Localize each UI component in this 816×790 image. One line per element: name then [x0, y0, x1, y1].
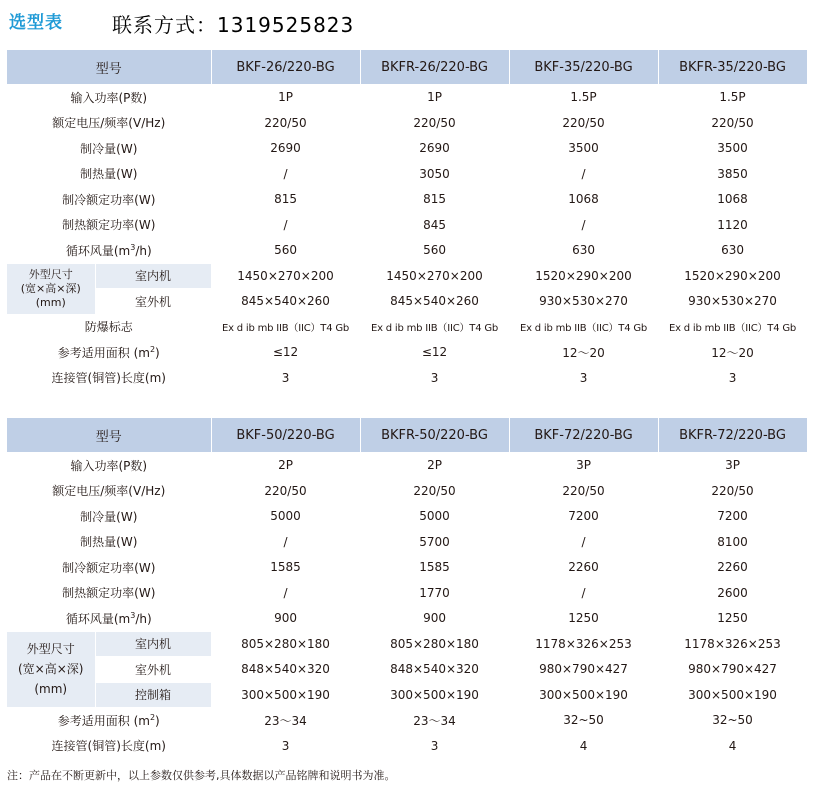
table-row	[7, 529, 807, 555]
cell-value: 3850	[658, 161, 807, 187]
cell-value: /	[211, 529, 360, 555]
row-label: 连接管(铜管)长度(m)	[7, 733, 211, 759]
cell-value: 220/50	[658, 478, 807, 504]
table-row	[7, 289, 807, 315]
cell-value: Ex d ib mb IIB（IIC）T4 Gb	[509, 314, 658, 340]
cell-value: 900	[211, 606, 360, 632]
row-label: 室内机	[95, 631, 211, 657]
cell-value: 7200	[658, 504, 807, 530]
cell-value: /	[211, 161, 360, 187]
cell-value: 1P	[211, 85, 360, 111]
table-row	[7, 263, 807, 289]
cell-value: 1.5P	[509, 85, 658, 111]
table-row	[7, 682, 807, 708]
cell-value: 630	[658, 238, 807, 264]
cell-value: 5000	[211, 504, 360, 530]
cell-value: 805×280×180	[360, 631, 509, 657]
model-name: BKF-26/220-BG	[211, 50, 360, 85]
cell-value: 1068	[658, 187, 807, 213]
cell-value: 3	[509, 365, 658, 391]
cell-value: 815	[360, 187, 509, 213]
cell-value: 4	[509, 733, 658, 759]
table-row	[7, 708, 807, 734]
table-row	[7, 110, 807, 136]
table-row	[7, 657, 807, 683]
cell-value: 560	[360, 238, 509, 264]
cell-value: 300×500×190	[360, 682, 509, 708]
cell-value: 1178×326×253	[509, 631, 658, 657]
cell-value: 1P	[360, 85, 509, 111]
cell-value: 220/50	[360, 478, 509, 504]
table-row	[7, 161, 807, 187]
cell-value: 220/50	[211, 110, 360, 136]
cell-value: 2260	[658, 555, 807, 581]
row-label: 输入功率(P数)	[7, 453, 211, 479]
model-name: BKF-72/220-BG	[509, 418, 658, 453]
cell-value: 32~50	[658, 708, 807, 734]
cell-value: Ex d ib mb IIB（IIC）T4 Gb	[211, 314, 360, 340]
cell-value: 930×530×270	[658, 289, 807, 315]
cell-value: 805×280×180	[211, 631, 360, 657]
cell-value: 3	[211, 733, 360, 759]
cell-value: 1585	[360, 555, 509, 581]
table-row	[7, 212, 807, 238]
cell-value: 845×540×260	[211, 289, 360, 315]
cell-value: 4	[658, 733, 807, 759]
row-label: 室内机	[95, 263, 211, 289]
cell-value: 1250	[658, 606, 807, 632]
cell-value: 1120	[658, 212, 807, 238]
model-header-label: 型号	[7, 418, 211, 453]
row-label: 参考适用面积 $(m^2)$	[7, 708, 211, 734]
cell-value: 12～20	[509, 340, 658, 366]
table-header-row	[7, 418, 807, 453]
model-name: BKFR-35/220-BG	[658, 50, 807, 85]
model-name: BKF-50/220-BG	[211, 418, 360, 453]
row-label: 制热量(W)	[7, 529, 211, 555]
cell-value: 930×530×270	[509, 289, 658, 315]
row-label: 循环风量$(m^3/h)$	[7, 606, 211, 632]
row-label: 室外机	[95, 657, 211, 683]
table-row	[7, 453, 807, 479]
table-header-row	[7, 50, 807, 85]
cell-value: 845×540×260	[360, 289, 509, 315]
cell-value: 220/50	[509, 478, 658, 504]
table-row	[7, 606, 807, 632]
row-label: 额定电压/频率(V/Hz)	[7, 478, 211, 504]
cell-value: 2690	[360, 136, 509, 162]
cell-value: 1.5P	[658, 85, 807, 111]
cell-value: Ex d ib mb IIB（IIC）T4 Gb	[658, 314, 807, 340]
cell-value: 300×500×190	[658, 682, 807, 708]
cell-value: 848×540×320	[360, 657, 509, 683]
cell-value: 3P	[658, 453, 807, 479]
cell-value: /	[211, 580, 360, 606]
cell-value: 220/50	[658, 110, 807, 136]
row-label: 制热额定功率(W)	[7, 212, 211, 238]
cell-value: 1450×270×200	[211, 263, 360, 289]
table-row	[7, 136, 807, 162]
cell-value: 12～20	[658, 340, 807, 366]
row-label: 制冷量(W)	[7, 504, 211, 530]
row-label: 室外机	[95, 289, 211, 315]
row-label: 连接管(铜管)长度(m)	[7, 365, 211, 391]
cell-value: /	[509, 161, 658, 187]
row-label: 制冷额定功率(W)	[7, 555, 211, 581]
cell-value: 3050	[360, 161, 509, 187]
cell-value: 23～34	[360, 708, 509, 734]
cell-value: 3	[360, 365, 509, 391]
cell-value: 2260	[509, 555, 658, 581]
table-row	[7, 555, 807, 581]
row-label: 循环风量$(m^3/h)$	[7, 238, 211, 264]
cell-value: 1450×270×200	[360, 263, 509, 289]
cell-value: 32~50	[509, 708, 658, 734]
cell-value: 1585	[211, 555, 360, 581]
cell-value: 220/50	[211, 478, 360, 504]
cell-value: 8100	[658, 529, 807, 555]
cell-value: /	[211, 212, 360, 238]
cell-value: 848×540×320	[211, 657, 360, 683]
table-row	[7, 631, 807, 657]
cell-value: 1068	[509, 187, 658, 213]
cell-value: 220/50	[360, 110, 509, 136]
cell-value: 7200	[509, 504, 658, 530]
row-label: 制热额定功率(W)	[7, 580, 211, 606]
spec-table-2	[7, 418, 808, 759]
cell-value: 630	[509, 238, 658, 264]
cell-value: 3	[360, 733, 509, 759]
cell-value: 5700	[360, 529, 509, 555]
cell-value: /	[509, 529, 658, 555]
row-label: 制冷额定功率(W)	[7, 187, 211, 213]
table-row	[7, 733, 807, 759]
cell-value: 900	[360, 606, 509, 632]
contact-info: 联系方式：1319525823	[112, 13, 355, 37]
cell-value: ≤12	[360, 340, 509, 366]
table-row	[7, 478, 807, 504]
cell-value: 980×790×427	[658, 657, 807, 683]
cell-value: 2690	[211, 136, 360, 162]
cell-value: 1250	[509, 606, 658, 632]
cell-value: 2600	[658, 580, 807, 606]
cell-value: 3	[658, 365, 807, 391]
cell-value: /	[509, 212, 658, 238]
cell-value: 3P	[509, 453, 658, 479]
cell-value: 1178×326×253	[658, 631, 807, 657]
cell-value: 980×790×427	[509, 657, 658, 683]
cell-value: 300×500×190	[211, 682, 360, 708]
row-label: 参考适用面积 $(m^2)$	[7, 340, 211, 366]
cell-value: 3	[211, 365, 360, 391]
table-row	[7, 314, 807, 340]
table-row	[7, 187, 807, 213]
cell-value: 2P	[211, 453, 360, 479]
spec-table-1	[7, 50, 808, 391]
cell-value: 1770	[360, 580, 509, 606]
page-title: 选型表	[9, 13, 63, 33]
table-row	[7, 504, 807, 530]
cell-value: 3500	[509, 136, 658, 162]
cell-value: 845	[360, 212, 509, 238]
cell-value: 560	[211, 238, 360, 264]
model-header-label: 型号	[7, 50, 211, 85]
table-row	[7, 365, 807, 391]
dimensions-group-label: 外型尺寸 (宽×高×深) (mm)	[7, 263, 95, 314]
row-label: 额定电压/频率(V/Hz)	[7, 110, 211, 136]
model-name: BKFR-72/220-BG	[658, 418, 807, 453]
cell-value: Ex d ib mb IIB（IIC）T4 Gb	[360, 314, 509, 340]
cell-value: 300×500×190	[509, 682, 658, 708]
cell-value: /	[509, 580, 658, 606]
row-label: 控制箱	[95, 682, 211, 708]
model-name: BKFR-26/220-BG	[360, 50, 509, 85]
cell-value: ≤12	[211, 340, 360, 366]
cell-value: 1520×290×200	[658, 263, 807, 289]
row-label: 防爆标志	[7, 314, 211, 340]
cell-value: 3500	[658, 136, 807, 162]
model-name: BKFR-50/220-BG	[360, 418, 509, 453]
table-row	[7, 580, 807, 606]
footnote: 注：产品在不断更新中，以上参数仅供参考,具体数据以产品铭牌和说明书为准。	[7, 769, 396, 782]
table-row	[7, 238, 807, 264]
cell-value: 23～34	[211, 708, 360, 734]
row-label: 制冷量(W)	[7, 136, 211, 162]
dimensions-group-label: 外型尺寸 (宽×高×深) (mm)	[7, 631, 95, 708]
cell-value: 2P	[360, 453, 509, 479]
cell-value: 220/50	[509, 110, 658, 136]
table-row	[7, 85, 807, 111]
cell-value: 1520×290×200	[509, 263, 658, 289]
cell-value: 5000	[360, 504, 509, 530]
row-label: 制热量(W)	[7, 161, 211, 187]
row-label: 输入功率(P数)	[7, 85, 211, 111]
table-row	[7, 340, 807, 366]
cell-value: 815	[211, 187, 360, 213]
model-name: BKF-35/220-BG	[509, 50, 658, 85]
